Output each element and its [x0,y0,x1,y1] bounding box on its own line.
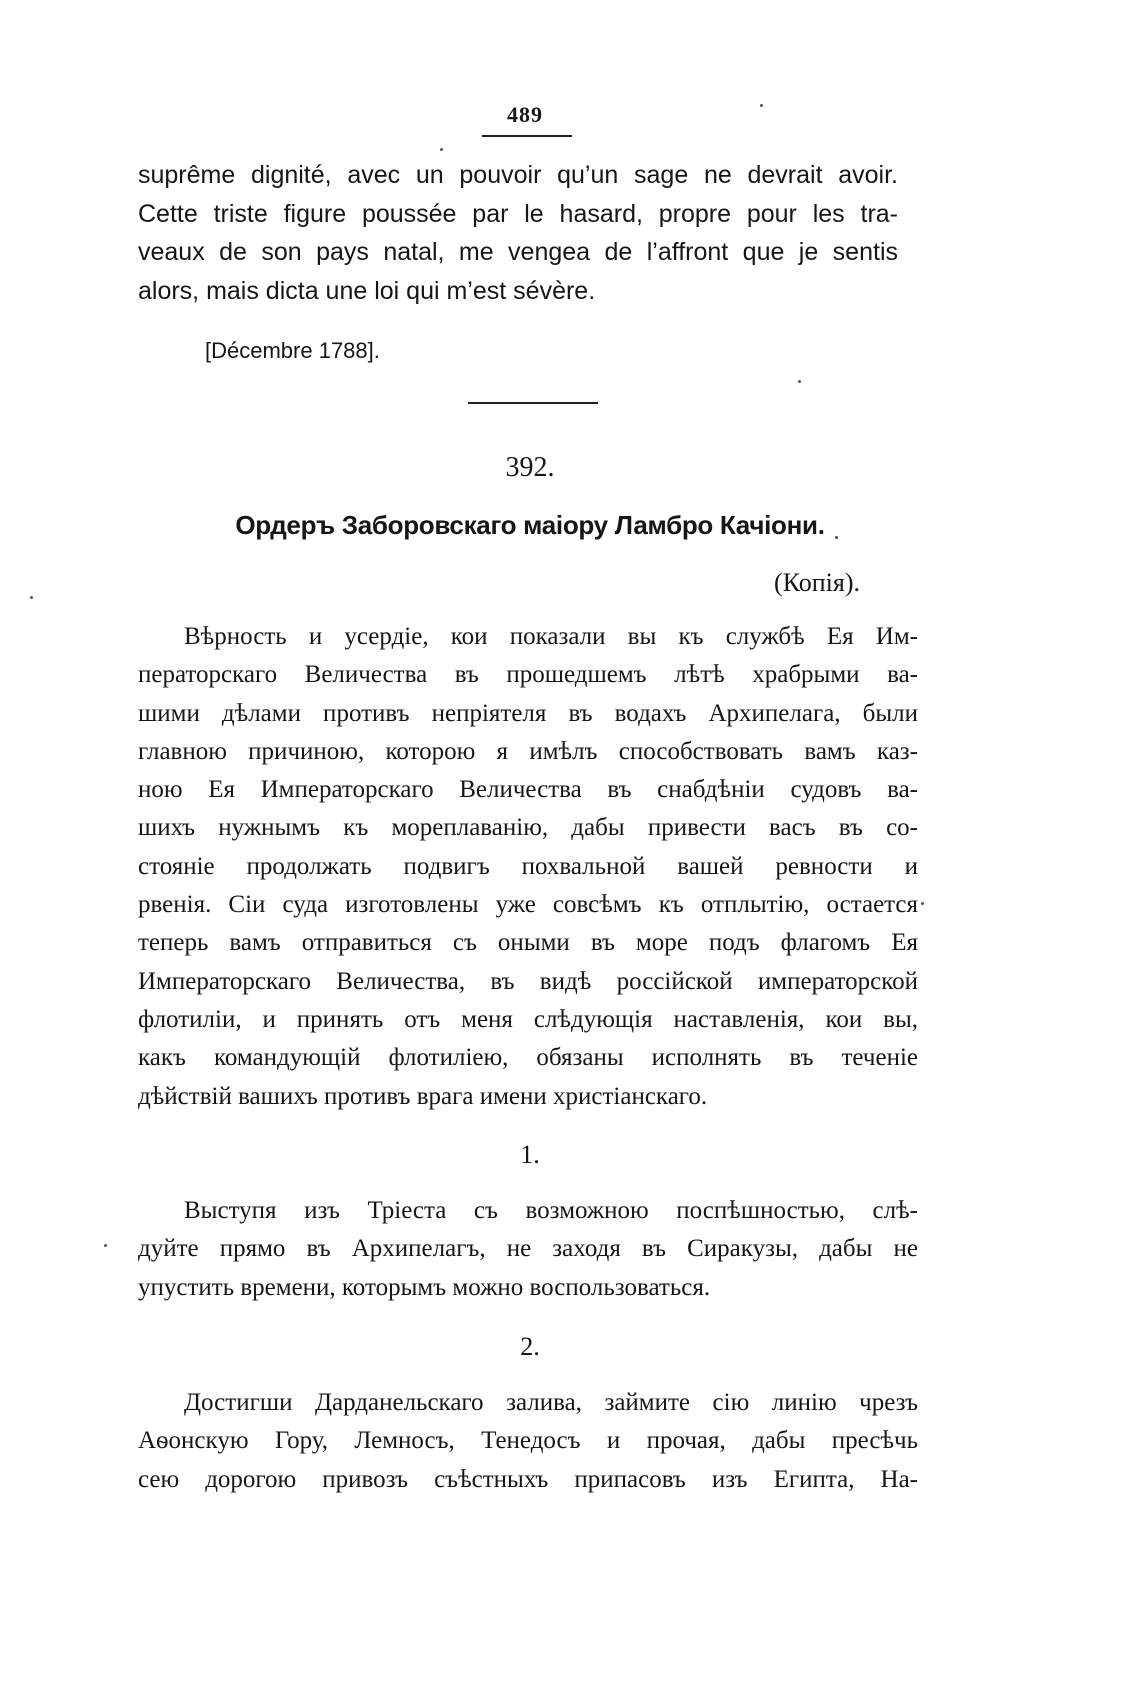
paragraph-line: шихъ нужнымъ къ мореплаванію, дабы привести васъ въ со- [138,814,918,842]
paragraph-line: Императорскаго Величества, въ видѣ россійской императорской [138,967,918,995]
scan-speck [30,596,33,599]
paragraph-line: ною Ея Императорскаго Величества въ снабдѣніи судовъ ва- [138,776,918,804]
scan-speck [760,104,763,107]
scan-speck [440,148,443,151]
scan-speck [104,1244,107,1247]
paragraph-line: упустить времени, которымъ можно воспользоваться. [138,1273,711,1301]
section-paragraph [138,1192,918,1307]
french-paragraph [138,156,898,310]
scan-speck [835,536,838,539]
paragraph-line: ператорскаго Величества въ прошедшемъ лѣтѣ храбрыми ва- [138,661,918,689]
paragraph-line: Достигши Дарданельскаго залива, займите сію линію чрезъ [184,1389,918,1416]
french-line: alors, mais dicta une loi qui m’est sévère. [138,276,596,305]
paragraph-line: Выступя изъ Тріеста съ возможною поспѣшностью, слѣ- [184,1197,918,1224]
page-number-rule [482,135,572,137]
intro-paragraph [138,618,918,1116]
paragraph-line: Вѣрность и усердіе, кои показали вы къ службѣ Ея Им- [184,623,918,650]
french-line: suprême dignité, avec un pouvoir qu’un sage ne devrait avoir. [138,161,898,189]
paragraph-line: флотиліи, и принять отъ меня слѣдующія наставленія, кои вы, [138,1005,918,1033]
paragraph-line: дуйте прямо въ Архипелагъ, не заходя въ Сиракузы, дабы не [138,1235,918,1263]
paragraph-line: шими дѣлами противъ непріятеля въ водахъ Архипелага, были [138,699,918,727]
paragraph-line: Аѳонскую Гору, Лемносъ, Тенедосъ и прочая, дабы пресѣчь [138,1427,918,1455]
letter-date: [Décembre 1788]. [205,338,380,363]
paragraph-line: сею дорогою привозъ съѣстныхъ припасовъ изъ Египта, На- [138,1465,918,1493]
paragraph-line: рвенія. Сіи суда изготовлены уже совсѣмъ къ отплытію, остается [138,891,918,919]
french-line: Cette triste figure poussée par le hasard, propre pour les tra- [138,199,898,228]
section-paragraph [138,1384,918,1499]
paragraph-line: теперь вамъ отправиться съ оными въ море подъ флагомъ Ея [138,929,918,957]
section-numeral: 1. [520,1140,540,1169]
document-number: 392. [505,452,555,483]
scan-speck [798,380,801,383]
document-title: Ордеръ Заборовскаго маіору Ламбро Качіони. [235,510,825,540]
paragraph-line: стояніе продолжать подвигъ похвальной вашей ревности и [138,852,918,880]
section-numeral: 2. [520,1332,540,1361]
page-number: 489 [507,102,543,127]
paragraph-line: какъ командующій флотиліею, обязаны исполнять въ теченіе [138,1044,918,1072]
french-line: veaux de son pays natal, me vengea de l’affront que je sentis [138,238,898,266]
paragraph-line: главною причиною, которою я имѣлъ способствовать вамъ каз- [138,737,918,765]
section-divider [468,402,598,404]
paragraph-line: дѣйствій вашихъ противъ врага имени христіанскаго. [138,1082,708,1110]
scan-speck [921,902,924,905]
copy-note: (Копія). [774,568,860,597]
